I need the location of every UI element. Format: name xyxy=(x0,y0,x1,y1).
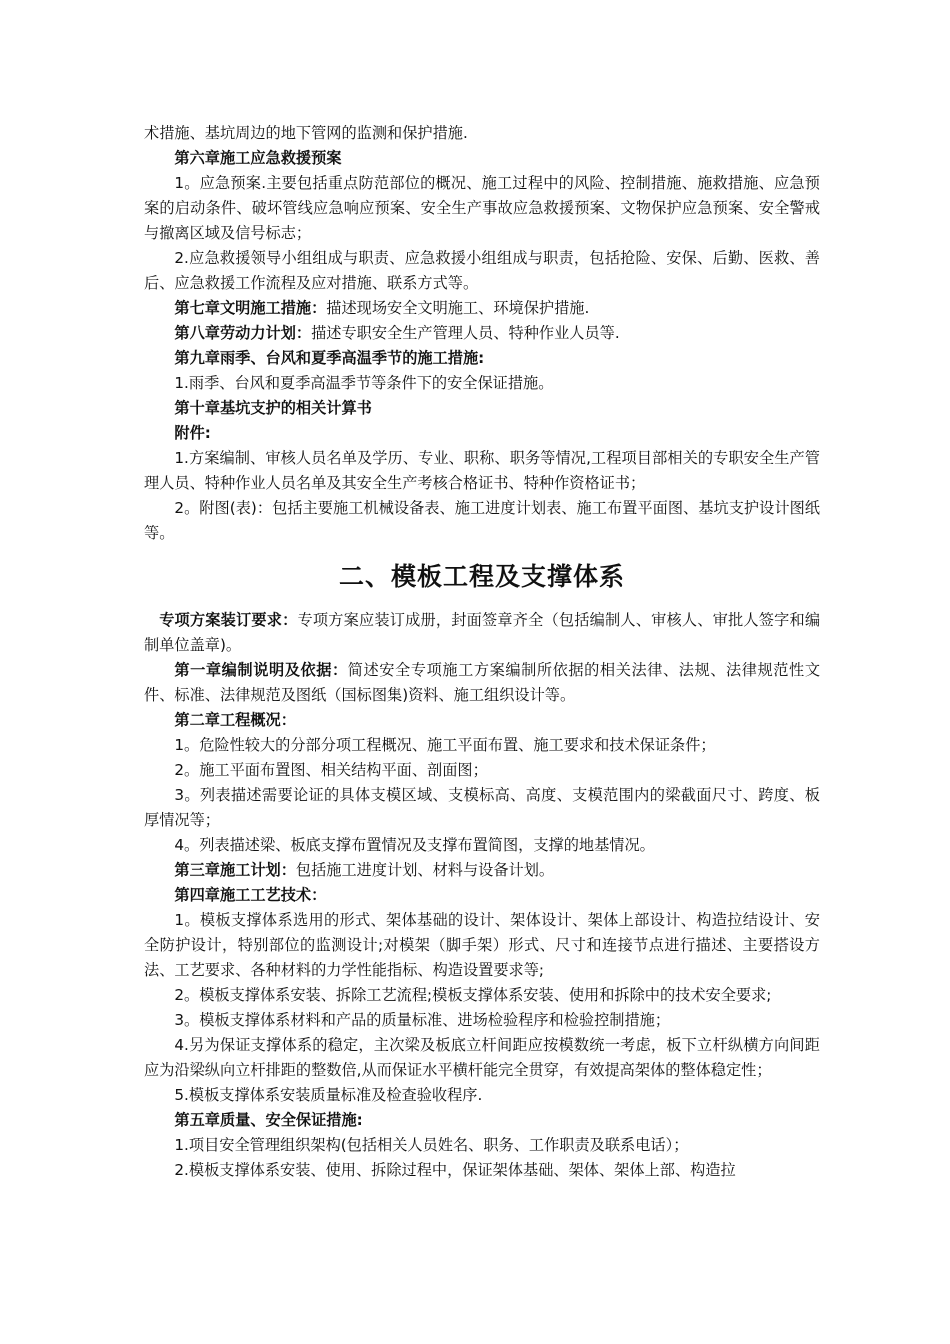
section-2-chapter-5-item-1: 1.项目安全管理组织架构(包括相关人员姓名、职务、工作职责及联系电话）； xyxy=(174,1136,689,1154)
chapter-9-heading: 第九章雨季、台风和夏季高温季节的施工措施: xyxy=(174,349,485,367)
chapter-6-item-1: 1。应急预案.主要包括重点防范部位的概况、施工过程中的风险、控制措施、施救措施、应急预案的启动条件、破坏管线应急响应预案、安全生产事故应急救援预案、文物保护应急预案、安全警戒与撤离区域及信号标志； xyxy=(144,174,820,242)
appendix-heading: 附件: xyxy=(174,424,211,442)
section-2-chapter-4-item-1: 1。模板支撑体系选用的形式、架体基础的设计、架体设计、架体上部设计、构造拉结设计、安全防护设计，特别部位的监测设计;对模架（脚手架）形式、尺寸和连接节点进行描述、主要搭设方法、工艺要求、各种材料的力学性能指标、构造设置要求等; xyxy=(144,911,820,979)
section-2-chapter-2-item-2: 2。施工平面布置图、相关结构平面、剖面图； xyxy=(174,761,488,779)
intro-tail-paragraph: 术措施、基坑周边的地下管网的监测和保护措施. xyxy=(144,124,468,142)
section-2-chapter-1-paragraph xyxy=(144,658,820,708)
section-2-chapter-3-heading: 第三章施工计划： xyxy=(174,861,296,879)
section-2-chapter-1-text: 简述安全专项施工方案编制所依据的相关法律、法规、法律规范性文件、标准、法律规范及图纸（国标图集)资料、施工组织设计等。 xyxy=(144,661,821,704)
chapter-8-paragraph xyxy=(144,321,820,346)
section-2-chapter-4-heading: 第四章施工工艺技术： xyxy=(174,886,327,904)
chapter-6-item-2: 2.应急救援领导小组组成与职责、应急救援小组组成与职责，包括抢险、安保、后勤、医救、善后、应急救援工作流程及应对措施、联系方式等。 xyxy=(144,249,820,292)
chapter-7-heading: 第七章文明施工措施： xyxy=(174,299,327,317)
section-2-chapter-3-text: 包括施工进度计划、材料与设备计划。 xyxy=(295,861,555,879)
chapter-8-text: 描述专职安全生产管理人员、特种作业人员等. xyxy=(311,324,620,342)
section-2-chapter-1-heading: 第一章编制说明及依据： xyxy=(174,661,348,679)
appendix-item-2: 2。附图(表)：包括主要施工机械设备表、施工进度计划表、施工布置平面图、基坑支护设计图纸等。 xyxy=(144,499,820,542)
section-2-chapter-4-item-4: 4.另为保证支撑体系的稳定，主次梁及板底立杆间距应按模数统一考虑，板下立杆纵横方向间距应为沿梁纵向立杆排距的整数倍,从而保证水平横杆能完全贯穿，有效提高架体的整体稳定性； xyxy=(144,1036,820,1079)
chapter-7-text: 描述现场安全文明施工、环境保护措施. xyxy=(326,299,590,317)
section-2-chapter-2-item-4: 4。列表描述梁、板底支撑布置情况及支撑布置简图，支撑的地基情况。 xyxy=(174,836,655,854)
section-2-chapter-2-heading: 第二章工程概况： xyxy=(174,711,296,729)
section-2-chapter-3-paragraph xyxy=(144,858,820,883)
chapter-8-heading: 第八章劳动力计划： xyxy=(174,324,312,342)
appendix-item-1: 1.方案编制、审核人员名单及学历、专业、职称、职务等情况,工程项目部相关的专职安全生产管理人员、特种作业人员名单及其安全生产考核合格证书、特种作资格证书； xyxy=(144,449,820,492)
section-2-chapter-2-item-3: 3。列表描述需要论证的具体支模区域、支模标高、高度、支模范围内的梁截面尺寸、跨度、板厚情况等； xyxy=(144,786,820,829)
section-2-chapter-4-item-5: 5.模板支撑体系安装质量标准及检查验收程序. xyxy=(174,1086,483,1104)
document-body xyxy=(144,121,820,1183)
binding-requirement-label: 专项方案装订要求： xyxy=(159,611,298,629)
section-2-title: 二、模板工程及支撑体系 xyxy=(338,562,625,591)
chapter-9-item-1: 1.雨季、台风和夏季高温季节等条件下的安全保证措施。 xyxy=(174,374,554,392)
section-2-chapter-5-item-2: 2.模板支撑体系安装、使用、拆除过程中，保证架体基础、架体、架体上部、构造拉 xyxy=(174,1161,736,1179)
chapter-10-heading: 第十章基坑支护的相关计算书 xyxy=(174,399,372,417)
chapter-6-heading: 第六章施工应急救援预案 xyxy=(174,149,342,167)
binding-requirement-text: 专项方案应装订成册，封面签章齐全（包括编制人、审核人、审批人签字和编制单位盖章)。 xyxy=(144,611,821,654)
binding-requirement-paragraph xyxy=(144,608,820,658)
section-2-chapter-2-item-1: 1。危险性较大的分部分项工程概况、施工平面布置、施工要求和技术保证条件； xyxy=(174,736,716,754)
section-2-chapter-4-item-3: 3。模板支撑体系材料和产品的质量标准、进场检验程序和检验控制措施； xyxy=(174,1011,671,1029)
section-2-chapter-5-heading: 第五章质量、安全保证措施: xyxy=(174,1111,363,1129)
chapter-7-paragraph xyxy=(144,296,820,321)
section-2-chapter-4-item-2: 2。模板支撑体系安装、拆除工艺流程;模板支撑体系安装、使用和拆除中的技术安全要求; xyxy=(174,986,772,1004)
